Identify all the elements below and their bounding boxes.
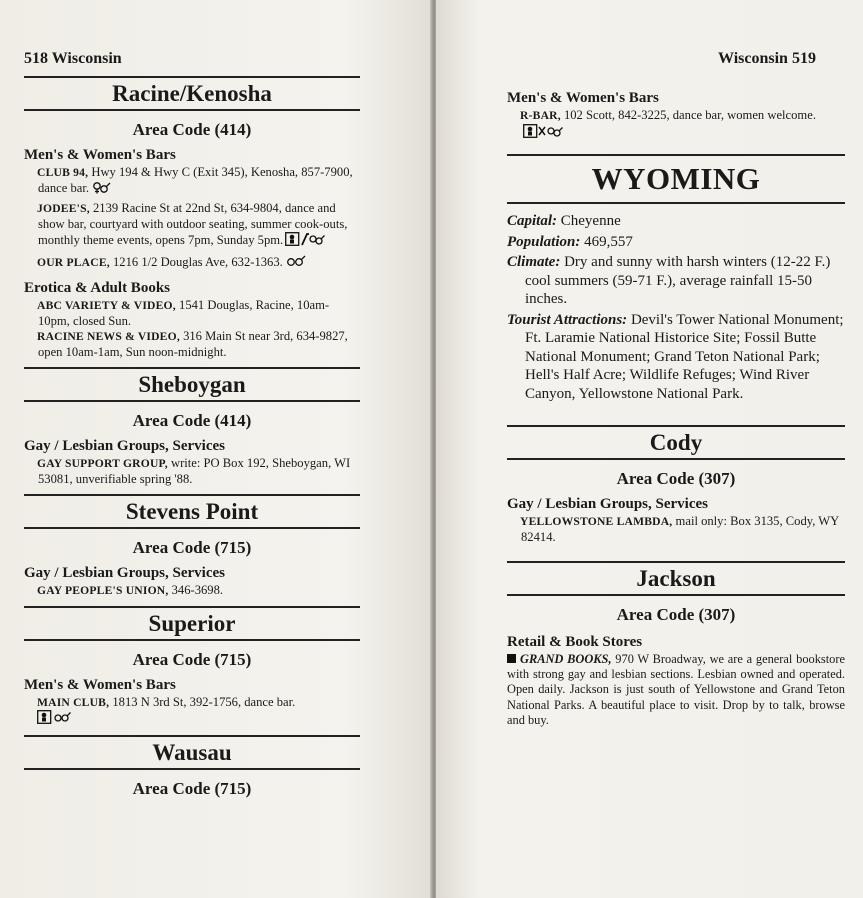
listing-name: GAY PEOPLE'S UNION,: [37, 584, 169, 597]
listing-name: OUR PLACE,: [37, 255, 110, 269]
listing-name: GAY SUPPORT GROUP,: [37, 457, 168, 470]
listing-name: RACINE NEWS & VIDEO,: [37, 330, 180, 343]
listing-entry: [24, 254, 360, 273]
divider: [507, 561, 845, 563]
listing-name: ABC VARIETY & VIDEO,: [37, 299, 176, 312]
right-page: [436, 0, 863, 898]
divider: [24, 527, 360, 529]
divider: [24, 400, 360, 402]
listing-name: R-BAR,: [520, 109, 561, 122]
fact-value: Dry and sunny with harsh winters (12-22 F.) cool summers (59-71 F.), average rainfall 15-50 inches.: [525, 254, 831, 307]
listing-entry: [507, 108, 845, 142]
women-symbol-icon: [524, 124, 563, 143]
fact-value: 469,557: [580, 233, 633, 250]
right-running-head: Wisconsin 519: [718, 50, 816, 67]
listing-text: 1216 1/2 Douglas Ave, 632-1363.: [109, 254, 283, 269]
state-fact: [507, 233, 845, 252]
divider: [507, 154, 845, 156]
divider: [24, 735, 360, 737]
listing-entry: [24, 298, 360, 329]
city-heading-stevens-point: Stevens Point: [125, 499, 259, 524]
listing-name: MAIN CLUB,: [37, 695, 110, 709]
listing-name: CLUB 94,: [37, 166, 89, 179]
fact-value: Cheyenne: [557, 213, 621, 229]
listing-entry: [24, 329, 360, 360]
divider: [24, 606, 360, 608]
category-heading: Retail & Book Stores: [507, 634, 643, 650]
state-fact: [507, 253, 845, 309]
fact-value: Devil's Tower National Monument; Ft. Laramie National Historice Site; Fossil Butte National Monument; Grand Teton National Park; Hell's Half Acre; Wildlife Refuges; Wind River Canyon, Yellowstone National Park.: [525, 311, 844, 402]
area-code: Area Code (414): [132, 120, 252, 139]
city-heading-sheboygan: Sheboygan: [138, 372, 246, 397]
divider: [24, 76, 360, 78]
listing-entry: [507, 652, 845, 728]
listing-text: 316 Main St near 3rd, 634-9827, open 10am-1am, Sun noon-midnight.: [38, 329, 348, 359]
category-heading: Men's & Women's Bars: [24, 147, 176, 163]
right-column: [507, 89, 845, 728]
divider: [24, 768, 360, 770]
divider: [24, 109, 360, 111]
listing-entry: [507, 514, 845, 545]
listing-entry: [24, 583, 360, 599]
area-code: Area Code (307): [616, 605, 736, 624]
category-heading: Men's & Women's Bars: [507, 90, 659, 106]
listing-text: write: PO Box 192, Sheboygan, WI 53081, unverifiable spring '88.: [38, 456, 351, 486]
listing-name: YELLOWSTONE LAMBDA,: [520, 515, 673, 528]
area-code: Area Code (414): [132, 411, 252, 430]
divider: [507, 594, 845, 596]
listing-text: 346-3698.: [168, 583, 224, 597]
divider: [24, 639, 360, 641]
listing-text: 1541 Douglas, Racine, 10am-10pm, closed Sun.: [38, 298, 330, 328]
divider: [24, 367, 360, 369]
listing-entry: [24, 456, 360, 487]
listing-text: Hwy 194 & Hwy C (Exit 345), Kenosha, 857-7900, dance bar.: [38, 165, 353, 195]
fact-label: Capital:: [507, 213, 558, 229]
fact-label: Tourist Attractions:: [507, 311, 628, 328]
men-symbol-icon: [286, 254, 307, 273]
category-heading: Gay / Lesbian Groups, Services: [24, 438, 225, 454]
disabled-access-icon: [286, 232, 325, 251]
divider: [507, 425, 845, 427]
category-heading: Gay / Lesbian Groups, Services: [507, 496, 708, 512]
city-heading-wausau: Wausau: [152, 739, 232, 765]
fact-label: Climate:: [507, 254, 561, 270]
bullet-square-icon: [507, 654, 516, 663]
listing-text: 1813 N 3rd St, 392-1756, dance bar.: [109, 694, 296, 709]
left-column: [24, 76, 360, 802]
city-heading-superior: Superior: [148, 610, 236, 636]
divider: [507, 458, 845, 460]
fact-label: Population:: [507, 233, 581, 250]
city-heading-racine-kenosha: Racine/Kenosha: [112, 81, 272, 106]
listing-entry: [24, 201, 360, 251]
listing-text: 970 W Broadway, we are a general bookstore with strong gay and lesbian sections. Lesbian owned and operated. Open daily. Jackson is just south of Yellowstone and Grand Teton National Parks. A beautiful place to visit. Drop by to talk, browse and buy.: [507, 652, 845, 727]
area-code: Area Code (307): [616, 469, 736, 488]
listing-name: JODEE'S,: [37, 202, 90, 215]
area-code: Area Code (715): [132, 649, 252, 669]
listing-text: 102 Scott, 842-3225, dance bar, women welcome.: [560, 108, 816, 122]
listing-text: 2139 Racine St at 22nd St, 634-9804, dance and show bar, courtyard with outdoor seating, summer cook-outs, monthly theme events, opens 7pm, Sunday 5pm.: [38, 201, 348, 247]
listing-text: mail only: Box 3135, Cody, WY 82414.: [521, 514, 839, 544]
left-running-head: 518 Wisconsin: [24, 50, 122, 67]
divider: [24, 494, 360, 496]
city-heading-cody: Cody: [649, 430, 703, 455]
listing-entry: [24, 165, 360, 198]
dance-floor-icon: [38, 710, 71, 729]
area-code: Area Code (715): [132, 538, 252, 557]
category-heading: Erotica & Adult Books: [24, 280, 170, 296]
area-code: Area Code (715): [132, 778, 252, 798]
women-symbol-icon: [92, 182, 111, 199]
listing-entry: [24, 695, 360, 729]
divider: [507, 202, 845, 204]
state-fact: [507, 311, 845, 404]
category-heading: Men's & Women's Bars: [24, 676, 176, 693]
city-heading-jackson: Jackson: [636, 566, 716, 591]
state-heading-wyoming: WYOMING: [591, 161, 761, 196]
category-heading: Gay / Lesbian Groups, Services: [24, 565, 225, 581]
state-fact: [507, 212, 845, 231]
listing-name: GRAND BOOKS,: [520, 652, 612, 666]
